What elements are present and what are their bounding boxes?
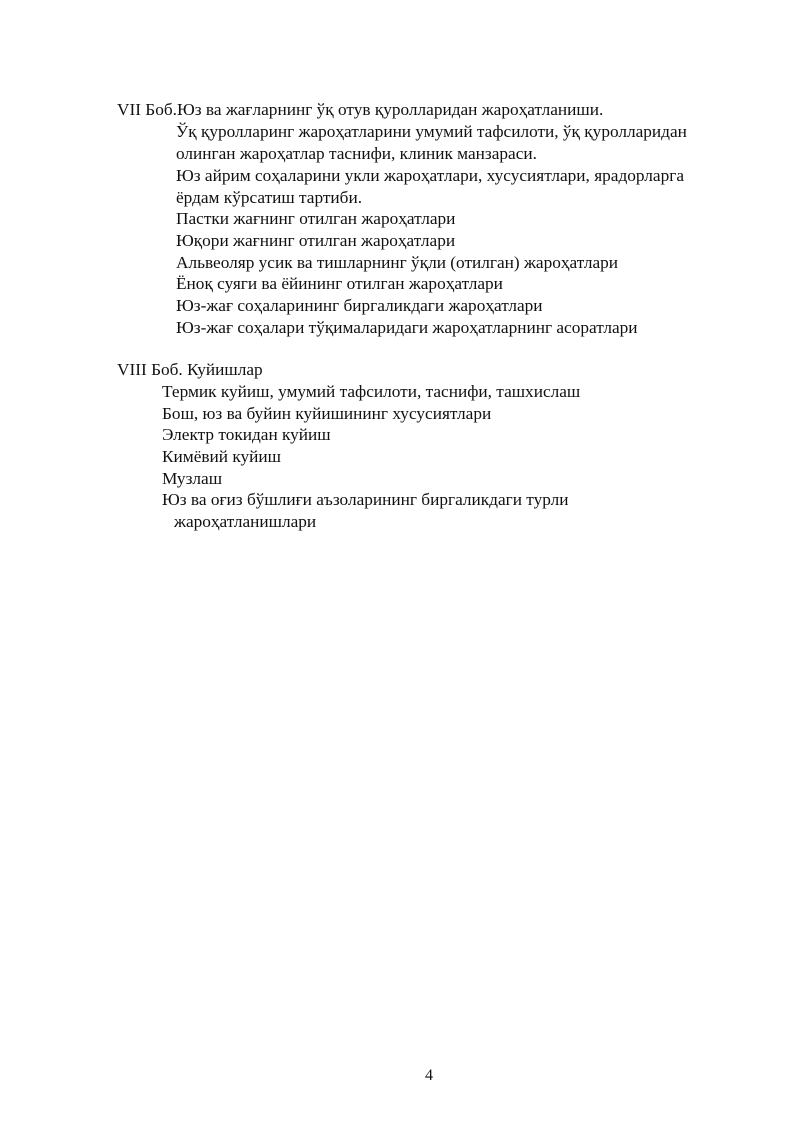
chapter-7-item: Ўқ қуролларинг жароҳатларини умумий тафсилоти, ўқ қуролларидан — [176, 122, 687, 141]
chapter-8-item: Электр токидан куйиш — [162, 425, 331, 444]
chapter-8-item: жароҳатланишлари — [174, 512, 317, 531]
chapter-7-item: Альвеоляр усик ва тишларнинг ўқли (отилган) жароҳатлари — [176, 253, 619, 272]
chapter-7-item: олинган жароҳатлар таснифи, клиник манзараси. — [176, 144, 537, 163]
chapter-7-item: Пастки жағнинг отилган жароҳатлари — [176, 209, 456, 228]
chapter-8-heading: VIII Боб. Куйишлар — [117, 360, 263, 379]
chapter-7-item: Юз-жағ соҳалари тўқималаридаги жароҳатларнинг асоратлари — [176, 318, 638, 337]
chapter-7-item: Юз айрим соҳаларини укли жароҳатлари, хусусиятлари, ярадорларга — [176, 166, 684, 185]
chapter-7-heading: VII Боб.Юз ва жағларнинг ўқ отув қуролларидан жароҳатланиши. — [117, 100, 604, 119]
chapter-8-item: Бош, юз ва буйин куйишининг хусусиятлари — [162, 404, 492, 423]
chapter-7-item: Юз-жағ соҳаларининг биргаликдаги жароҳатлари — [176, 296, 543, 315]
page-number: 4 — [425, 1067, 433, 1084]
chapter-7-item: Юқори жағнинг отилган жароҳатлари — [176, 231, 456, 250]
chapter-8-item: Термик куйиш, умумий тафсилоти, таснифи, ташхислаш — [162, 382, 581, 401]
chapter-7-item: Ёноқ суяги ва ёйининг отилган жароҳатлари — [176, 274, 503, 293]
chapter-8-item: Музлаш — [162, 469, 223, 488]
chapter-8-item: Кимёвий куйиш — [162, 447, 281, 466]
chapter-7-item: ёрдам кўрсатиш тартиби. — [176, 188, 363, 207]
chapter-8-item: Юз ва оғиз бўшлиғи аъзоларининг биргаликдаги турли — [162, 490, 569, 509]
